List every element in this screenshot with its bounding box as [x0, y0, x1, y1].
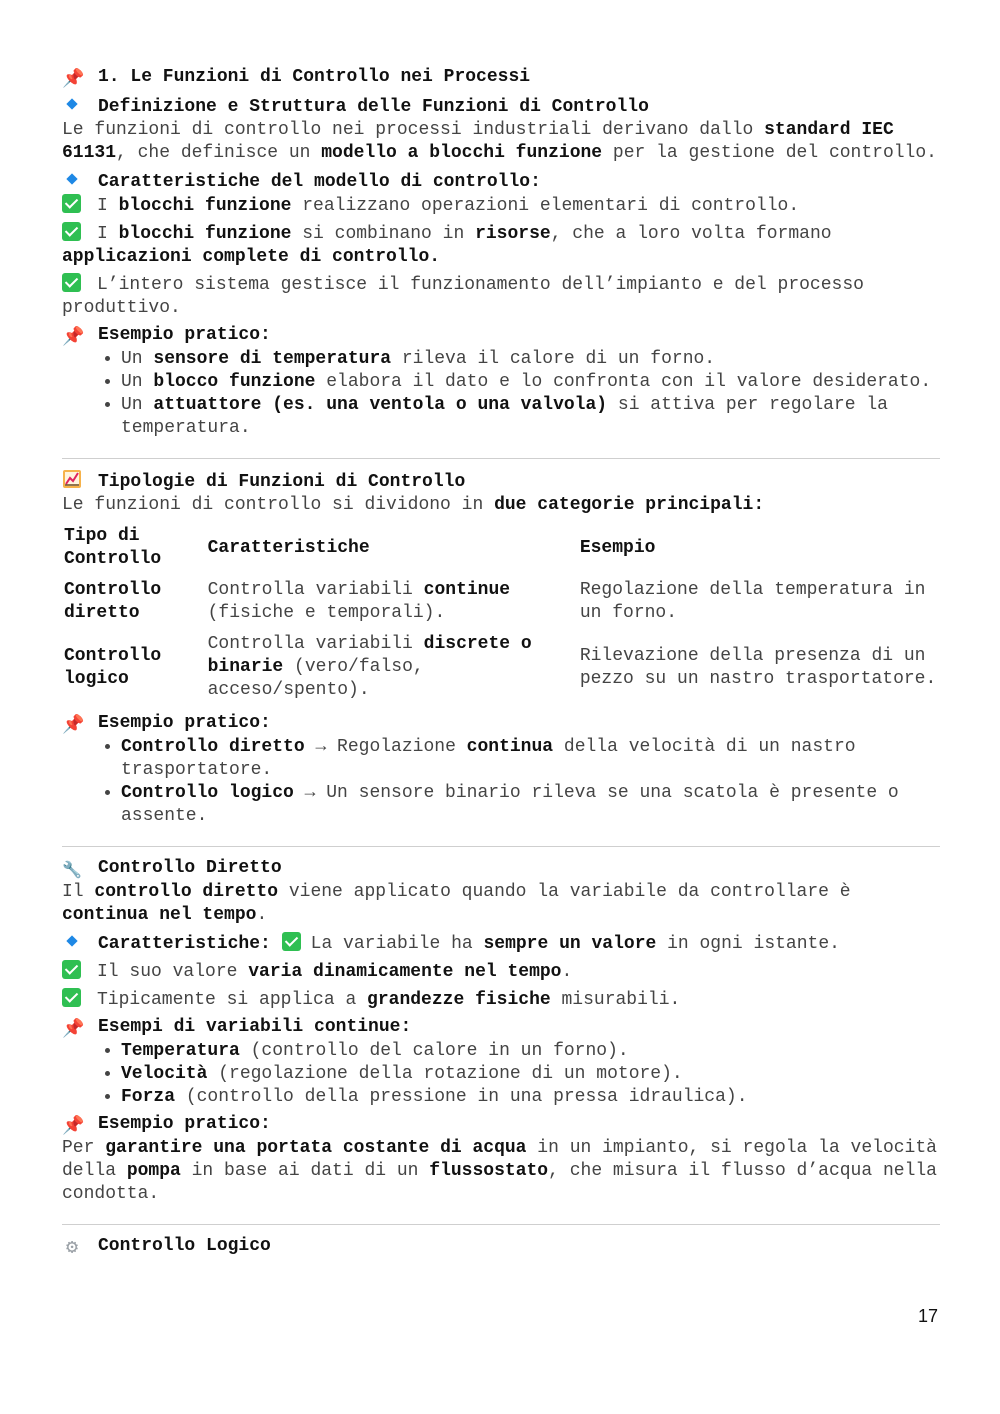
chart-icon [62, 469, 82, 489]
document-page [62, 62, 948, 1260]
section-title: 📌 1. Le Funzioni di Controllo nei Processi [62, 67, 531, 90]
list-item: • Temperatura (controllo del calore in un forno). [121, 1040, 940, 1063]
pushpin-icon: 📌 [62, 716, 85, 736]
check-mark-icon [62, 194, 81, 213]
check-item: L’intero sistema gestisce il funzionamento dell’impianto e del processo produttivo. [62, 275, 875, 318]
list-item: • Velocità (regolazione della rotazione di un motore). [121, 1063, 940, 1086]
list-item: • Un sensore di temperatura rileva il calore di un forno. [121, 348, 940, 371]
table-header-row [62, 521, 940, 575]
blue-diamond-icon [62, 94, 82, 114]
check-mark-icon [62, 222, 81, 241]
table-header: Caratteristiche [207, 537, 370, 558]
check-item: Tipicamente si applica a grandezze fisiche misurabili. [62, 988, 940, 1012]
table-header: Tipo di Controllo [64, 526, 162, 569]
table-row [62, 575, 940, 629]
pushpin-icon: 📌 [62, 328, 85, 348]
intro-paragraph: Le funzioni di controllo si dividono in due categorie principali: [62, 495, 765, 515]
table-cell: Regolazione della temperatura in un forno. [579, 580, 926, 623]
table-cell: Controlla variabili discrete o binarie (vero/falso, acceso/spento). [207, 634, 532, 700]
list-item: • Controllo diretto → Regolazione continua della velocità di un nastro trasportatore. [121, 736, 940, 782]
pushpin-icon: 📌 [62, 1117, 85, 1137]
gear-icon: ⚙ [65, 1237, 79, 1260]
check-item: Il suo valore varia dinamicamente nel tempo. [62, 960, 940, 984]
example-title: 📌 Esempio pratico: [62, 713, 271, 736]
example-title: 📌 Esempio pratico: [62, 1114, 271, 1137]
intro-paragraph: Le funzioni di controllo nei processi industriali derivano dallo standard IEC 61131, che definisce un modello a blocchi funzione per la gestione del controllo. [62, 120, 937, 163]
section-title: Tipologie di Funzioni di Controllo [62, 469, 940, 494]
blue-diamond-icon [62, 169, 82, 189]
example-title: 📌 Esempi di variabili continue: [62, 1017, 412, 1040]
divider [62, 1224, 940, 1225]
table-cell: Controllo logico [64, 645, 162, 689]
example-title: 📌 Esempio pratico: [62, 325, 271, 348]
list-item: • Controllo logico → Un sensore binario rileva se una scatola è presente o assente. [121, 782, 940, 828]
wrench-icon: 🔧 [62, 862, 82, 880]
section-title: ⚙ Controllo Logico [62, 1235, 940, 1259]
divider [62, 458, 940, 459]
variables-list [62, 1040, 940, 1109]
check-mark-icon [62, 273, 81, 292]
table-cell: Controllo diretto [64, 580, 162, 623]
check-mark-icon [62, 988, 81, 1007]
intro-paragraph: Il controllo diretto viene applicato quando la variabile da controllare è continua nel tempo. [62, 882, 862, 925]
divider [62, 846, 940, 847]
example-paragraph: Per garantire una portata costante di acqua in un impianto, si regola la velocità della pompa in base ai dati di un flussostato, che misura il flusso d’acqua nella condotta. [62, 1138, 948, 1204]
list-item: • Un attuattore (es. una ventola o una valvola) si attiva per regolare la temperatura. [121, 394, 940, 440]
page-number: 17 [917, 1306, 938, 1326]
characteristics-line: Caratteristiche: La variabile ha sempre un valore in ogni istante. [62, 931, 940, 956]
table-cell: Rilevazione della presenza di un pezzo su un nastro trasportatore. [579, 645, 937, 689]
control-types-table [62, 521, 940, 706]
blue-diamond-icon [62, 931, 82, 951]
table-row [62, 629, 940, 706]
list-item: • Un blocco funzione elabora il dato e lo confronta con il valore desiderato. [121, 371, 940, 394]
subsection-title: Definizione e Struttura delle Funzioni di Controllo [62, 94, 940, 119]
check-mark-icon [62, 960, 81, 979]
section-title: 🔧 Controllo Diretto [62, 858, 282, 880]
check-item: I blocchi funzione si combinano in risorse, che a loro volta formano applicazioni complete di controllo. [62, 224, 843, 267]
example-list [62, 348, 940, 440]
characteristics-title: Caratteristiche del modello di controllo: [62, 169, 940, 194]
example-list [62, 736, 940, 828]
pushpin-icon: 📌 [62, 1020, 85, 1040]
check-item: I blocchi funzione realizzano operazioni elementari di controllo. [62, 194, 940, 218]
table-cell: Controlla variabili continue (fisiche e temporali). [207, 580, 511, 623]
pushpin-icon: 📌 [62, 70, 85, 90]
table-header: Esempio [579, 537, 656, 558]
check-mark-icon [282, 932, 301, 951]
list-item: • Forza (controllo della pressione in una pressa idraulica). [121, 1086, 940, 1109]
